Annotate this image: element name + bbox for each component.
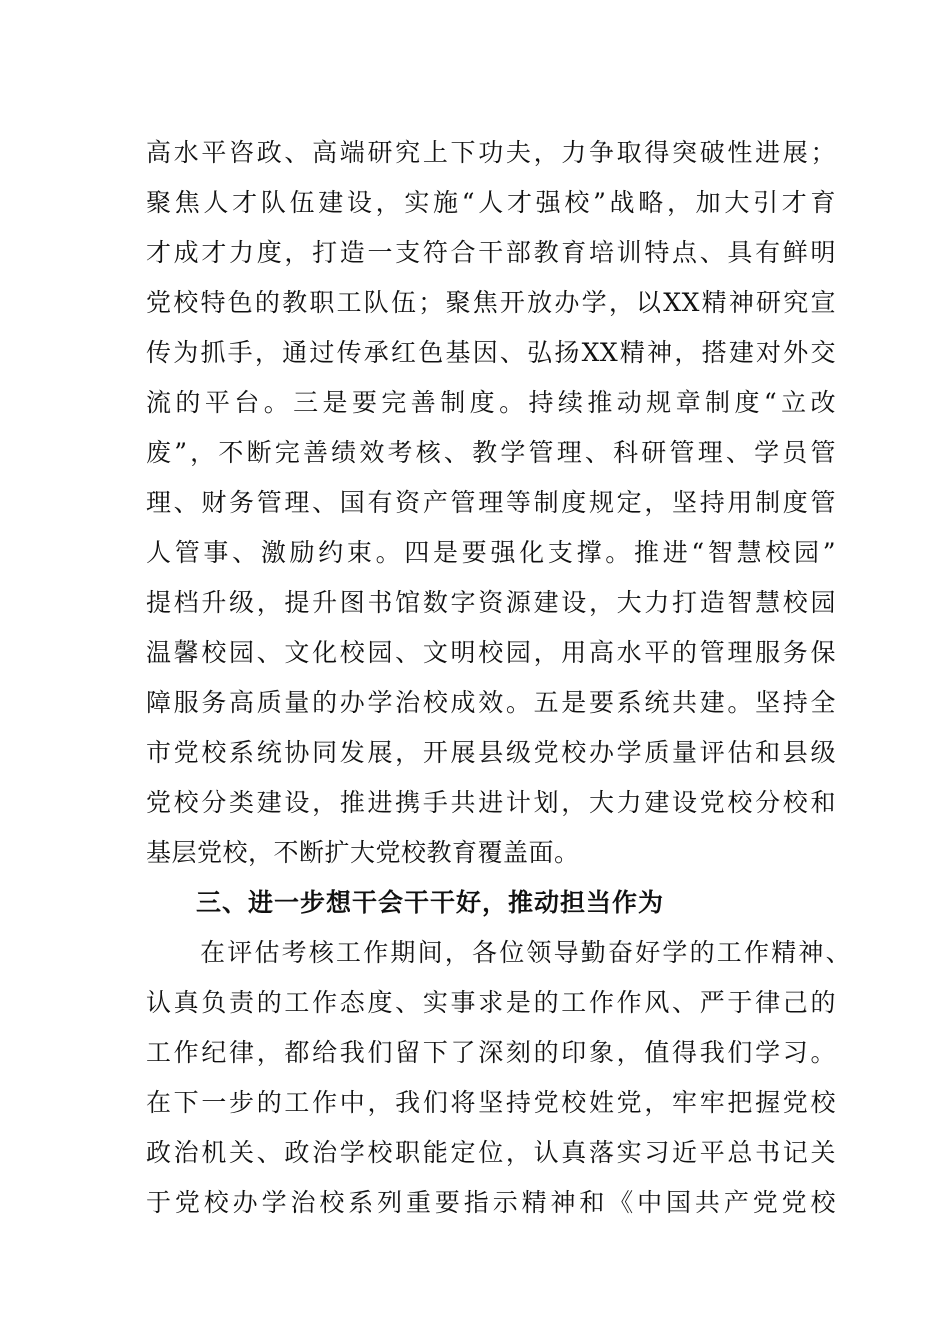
body-line: 党校分类建设，推进携手共进计划，大力建设党校分校和 [146, 788, 836, 817]
body-line: 基层党校，不断扩大党校教育覆盖面。 [146, 838, 580, 867]
body-line: 市党校系统协同发展，开展县级党校办学质量评估和县级 [146, 738, 836, 767]
body-line: 于党校办学治校系列重要指示精神和《中国共产党党校 [146, 1188, 836, 1217]
body-line: 党校特色的教职工队伍；聚焦开放办学，以XX精神研究宣 [146, 288, 836, 317]
body-line: 工作纪律，都给我们留下了深刻的印象，值得我们学习。 [146, 1038, 836, 1067]
body-line: 流的平台。三是要完善制度。持续推动规章制度“立改 [146, 388, 836, 417]
body-line: 人管事、激励约束。四是要强化支撑。推进“智慧校园” [146, 538, 836, 567]
body-line: 理、财务管理、国有资产管理等制度规定，坚持用制度管 [146, 488, 836, 517]
body-line: 高水平咨政、高端研究上下功夫，力争取得突破性进展； [146, 138, 836, 167]
section-heading: 三、进一步想干会干干好，推动担当作为 [196, 888, 665, 917]
body-line: 传为抓手，通过传承红色基因、弘扬XX精神，搭建对外交 [146, 338, 836, 367]
body-line: 才成才力度，打造一支符合干部教育培训特点、具有鲜明 [146, 238, 836, 267]
body-line: 障服务高质量的办学治校成效。五是要系统共建。坚持全 [146, 688, 836, 717]
paragraph-first-line: 在评估考核工作期间，各位领导勤奋好学的工作精神、 [200, 938, 853, 967]
body-line: 认真负责的工作态度、实事求是的工作作风、严于律己的 [146, 988, 836, 1017]
body-line: 在下一步的工作中，我们将坚持党校姓党，牢牢把握党校 [146, 1088, 836, 1117]
body-line: 提档升级，提升图书馆数字资源建设，大力打造智慧校园 [146, 588, 836, 617]
body-line: 政治机关、政治学校职能定位，认真落实习近平总书记关 [146, 1138, 836, 1167]
body-line: 温馨校园、文化校园、文明校园，用高水平的管理服务保 [146, 638, 836, 667]
body-line: 废”，不断完善绩效考核、教学管理、科研管理、学员管 [146, 438, 836, 467]
document-body [146, 128, 853, 1228]
body-line: 聚焦人才队伍建设，实施“人才强校”战略，加大引才育 [146, 188, 836, 217]
